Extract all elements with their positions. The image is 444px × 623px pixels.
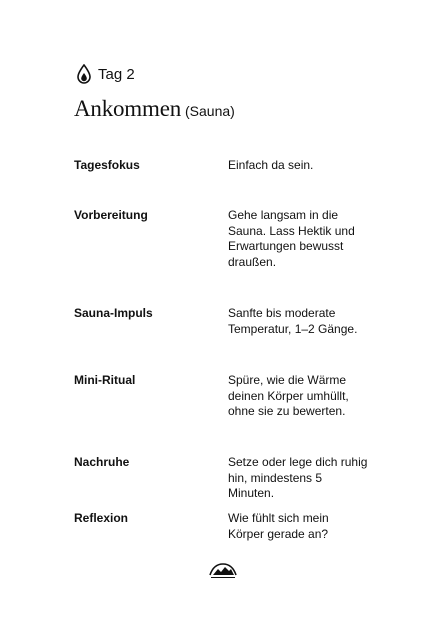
- value-line: deinen Körper umhüllt,: [228, 388, 349, 403]
- value-line: draußen.: [228, 254, 277, 269]
- value-line: Sanfte bis moderate: [228, 306, 336, 320]
- row-value: [228, 455, 388, 502]
- row-value: [228, 511, 388, 542]
- value-line: Einfach da sein.: [228, 158, 314, 172]
- value-line: ohne sie zu bewerten.: [228, 404, 346, 418]
- row-label: Mini-Ritual: [74, 373, 136, 387]
- row-value: [228, 208, 388, 270]
- mountain-logo-icon: [208, 562, 238, 580]
- row-value: [228, 158, 388, 174]
- row-value: [228, 373, 388, 420]
- value-line: hin, mindestens 5: [228, 470, 323, 485]
- row-label: Nachruhe: [74, 455, 130, 469]
- title-sub: (Sauna): [185, 103, 235, 119]
- value-line: Sauna. Lass Hektik und: [228, 223, 355, 238]
- value-line: Erwartungen bewusst: [228, 239, 344, 253]
- row-label: Reflexion: [74, 511, 129, 525]
- page-title: [74, 96, 235, 122]
- row-label: Tagesfokus: [74, 158, 140, 172]
- title-main: Ankommen: [74, 96, 181, 121]
- value-line: Minuten.: [228, 486, 275, 500]
- row-value: [228, 306, 388, 337]
- value-line: Wie fühlt sich mein: [228, 511, 329, 525]
- value-line: Gehe langsam in die: [228, 208, 339, 222]
- day-label: Tag 2: [98, 65, 135, 83]
- row-label: Vorbereitung: [74, 208, 148, 222]
- value-line: Temperatur, 1–2 Gänge.: [228, 321, 358, 336]
- value-line: Spüre, wie die Wärme: [228, 373, 347, 387]
- value-line: Setze oder lege dich ruhig: [228, 455, 368, 469]
- drop-icon: [76, 64, 92, 84]
- day-header: [76, 64, 135, 84]
- row-label: Sauna-Impuls: [74, 306, 153, 320]
- value-line: Körper gerade an?: [228, 526, 329, 541]
